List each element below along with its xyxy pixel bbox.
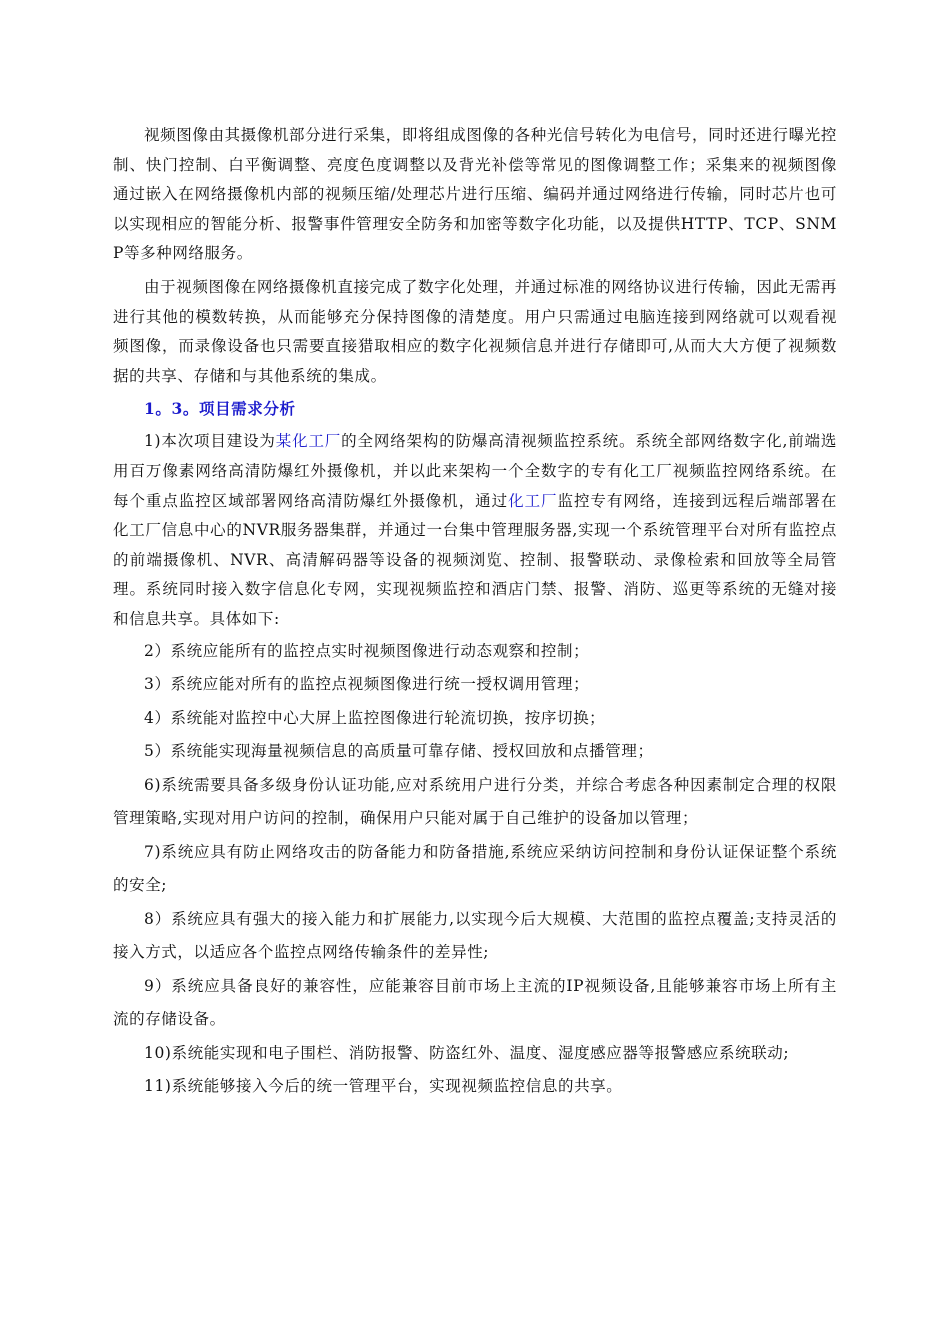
intro-paragraph-2: 由于视频图像在网络摄像机直接完成了数字化处理，并通过标准的网络协议进行传输，因此无需再进行其他的模数转换，从而能够充分保持图像的清楚度。用户只需通过电脑连接到网络就可以观看视频图像，而录像设备也只需要直接猎取相应的数字化视频信息并进行存储即可,从而大大方便了视频数据的共享、存储和与其他系统的集成。 xyxy=(113,277,837,385)
requirement-item-5: 5）系统能实现海量视频信息的高质量可靠存储、授权回放和点播管理； xyxy=(144,742,654,760)
intro-paragraph-1: 视频图像由其摄像机部分进行采集，即将组成图像的各种光信号转化为电信号，同时还进行曝光控制、快门控制、白平衡调整、亮度色度调整以及背光补偿等常见的图像调整工作；采集来的视频图像通过嵌入在网络摄像机内部的视频压缩/处理芯片进行压缩、编码并通过网络进行传输，同时芯片也可以实现相应的智能分析、报警事件管理安全防务和加密等数字化功能，以及提供HTTP、TCP、SNMP等多种网络服务。 xyxy=(113,126,837,263)
requirement-item-7: 7)系统应具有防止网络攻击的防备能力和防备措施,系统应采纳访问控制和身份认证保证整个系统的安全; xyxy=(113,842,837,894)
item1-text-b: 的全网络架构的防爆高清视频监控系统。系统全部网络数字化,前端选用百万像素网络高清防爆红外摄像机，并以此来架构一个全数字的专有化工厂视频监控网络系统。在每个重点监控区域部署网络高清防爆红外摄像机，通过 xyxy=(113,432,838,510)
item1-text-c: 监控专有网络，连接到远程后端部署在化工厂信息中心的NVR服务器集群，并通过一台集中管理服务器,实现一个系统管理平台对所有监控点的前端摄像机、NVR、高清解码器等设备的视频浏览、控制、报警联动、录像检索和回放等全局管理。系统同时接入数字信息化专网，实现视频监控和酒店门禁、报警、消防、巡更等系统的无缝对接和信息共享。具体如下: xyxy=(113,491,837,628)
requirement-item-9: 9）系统应具备良好的兼容性，应能兼容目前市场上主流的IP视频设备,且能够兼容市场上所有主流的存储设备。 xyxy=(113,976,837,1028)
requirement-item-11: 11)系统能够接入今后的统一管理平台，实现视频监控信息的共享。 xyxy=(144,1077,623,1095)
item1-text-a: 1)本次项目建设为 xyxy=(144,432,276,451)
requirement-item-4: 4）系统能对监控中心大屏上监控图像进行轮流切换，按序切换； xyxy=(144,708,606,727)
document-page xyxy=(113,121,837,1104)
requirement-item-2: 2）系统应能所有的监控点实时视频图像进行动态观察和控制； xyxy=(144,641,590,660)
requirement-item-3: 3）系统应能对所有的监控点视频图像进行统一授权调用管理； xyxy=(144,675,590,693)
factory-link[interactable]: 某化工厂 xyxy=(275,432,342,451)
chemical-plant-link[interactable]: 化工厂 xyxy=(508,491,558,510)
requirement-item-10: 10)系统能实现和电子围栏、消防报警、防盗红外、温度、湿度感应器等报警感应系统联动; xyxy=(144,1043,790,1062)
requirement-item-1 xyxy=(113,427,837,634)
requirement-item-6: 6)系统需要具备多级身份认证功能,应对系统用户进行分类，并综合考虑各种因素制定合理的权限管理策略,实现对用户访问的控制，确保用户只能对属于自己维护的设备加以管理； xyxy=(113,775,837,827)
section-heading: 1。3。项目需求分析 xyxy=(144,399,296,419)
requirement-item-8: 8）系统应具有强大的接入能力和扩展能力,以实现今后大规模、大范围的监控点覆盖;支持灵活的接入方式，以适应各个监控点网络传输条件的差异性; xyxy=(113,909,837,961)
